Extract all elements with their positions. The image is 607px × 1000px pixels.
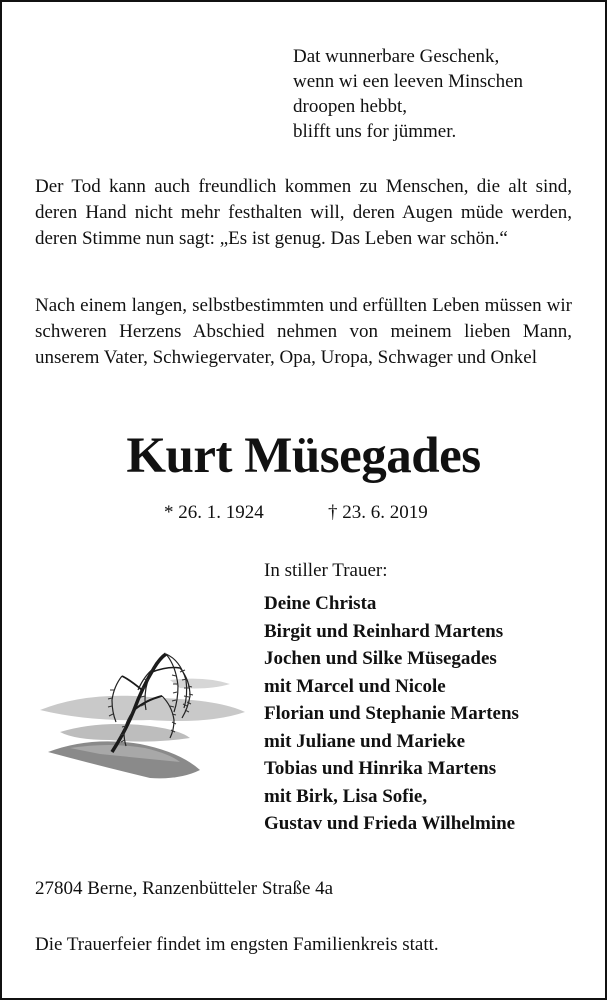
quote-paragraph: Der Tod kann auch freundlich kommen zu Menschen, die alt sind, deren Hand nicht mehr festhalten will, deren Augen müde werden, deren Stimme nun sagt: „Es ist genug. Das Leben war schön.“ xyxy=(35,176,572,249)
mourner-line: mit Juliane und Marieke xyxy=(264,730,466,752)
poem xyxy=(293,44,523,144)
announcement-paragraph: Nach einem langen, selbstbestimmten und erfüllten Leben müssen wir schweren Herzens Abschied nehmen von meinem lieben Mann, unserem Vater, Schwiegervater, Opa, Uropa, Schwager und Onkel xyxy=(35,295,572,368)
mourning-label: In stiller Trauer: xyxy=(264,560,388,581)
mourner-line: Birgit und Reinhard Martens xyxy=(264,620,504,642)
mourner-line: Gustav und Frieda Wilhelmine xyxy=(264,813,516,834)
poem-line: Dat wunnerbare Geschenk, xyxy=(293,46,500,67)
mourner-line: Tobias und Hinrika Martens xyxy=(264,758,497,779)
mourner-line: mit Marcel und Nicole xyxy=(264,675,446,697)
mourner-line: Florian und Stephanie Martens xyxy=(264,703,519,724)
poem-line: blifft uns for jümmer. xyxy=(293,121,457,142)
mourners-list xyxy=(264,590,519,838)
willow-tree-icon xyxy=(30,640,250,790)
poem-line: wenn wi een leeven Minschen xyxy=(293,71,524,92)
poem-line: droopen hebbt, xyxy=(293,96,407,117)
birth-date: * 26. 1. 1924 xyxy=(164,502,264,523)
funeral-note: Die Trauerfeier findet im engsten Familienkreis statt. xyxy=(35,934,439,955)
address: 27804 Berne, Ranzenbütteler Straße 4a xyxy=(35,878,334,899)
mourner-line: Deine Christa xyxy=(264,593,377,614)
deceased-name: Kurt Müsegades xyxy=(126,428,481,484)
death-date: † 23. 6. 2019 xyxy=(328,502,428,523)
mourner-line: mit Birk, Lisa Sofie, xyxy=(264,785,428,807)
mourner-line: Jochen und Silke Müsegades xyxy=(264,648,497,669)
